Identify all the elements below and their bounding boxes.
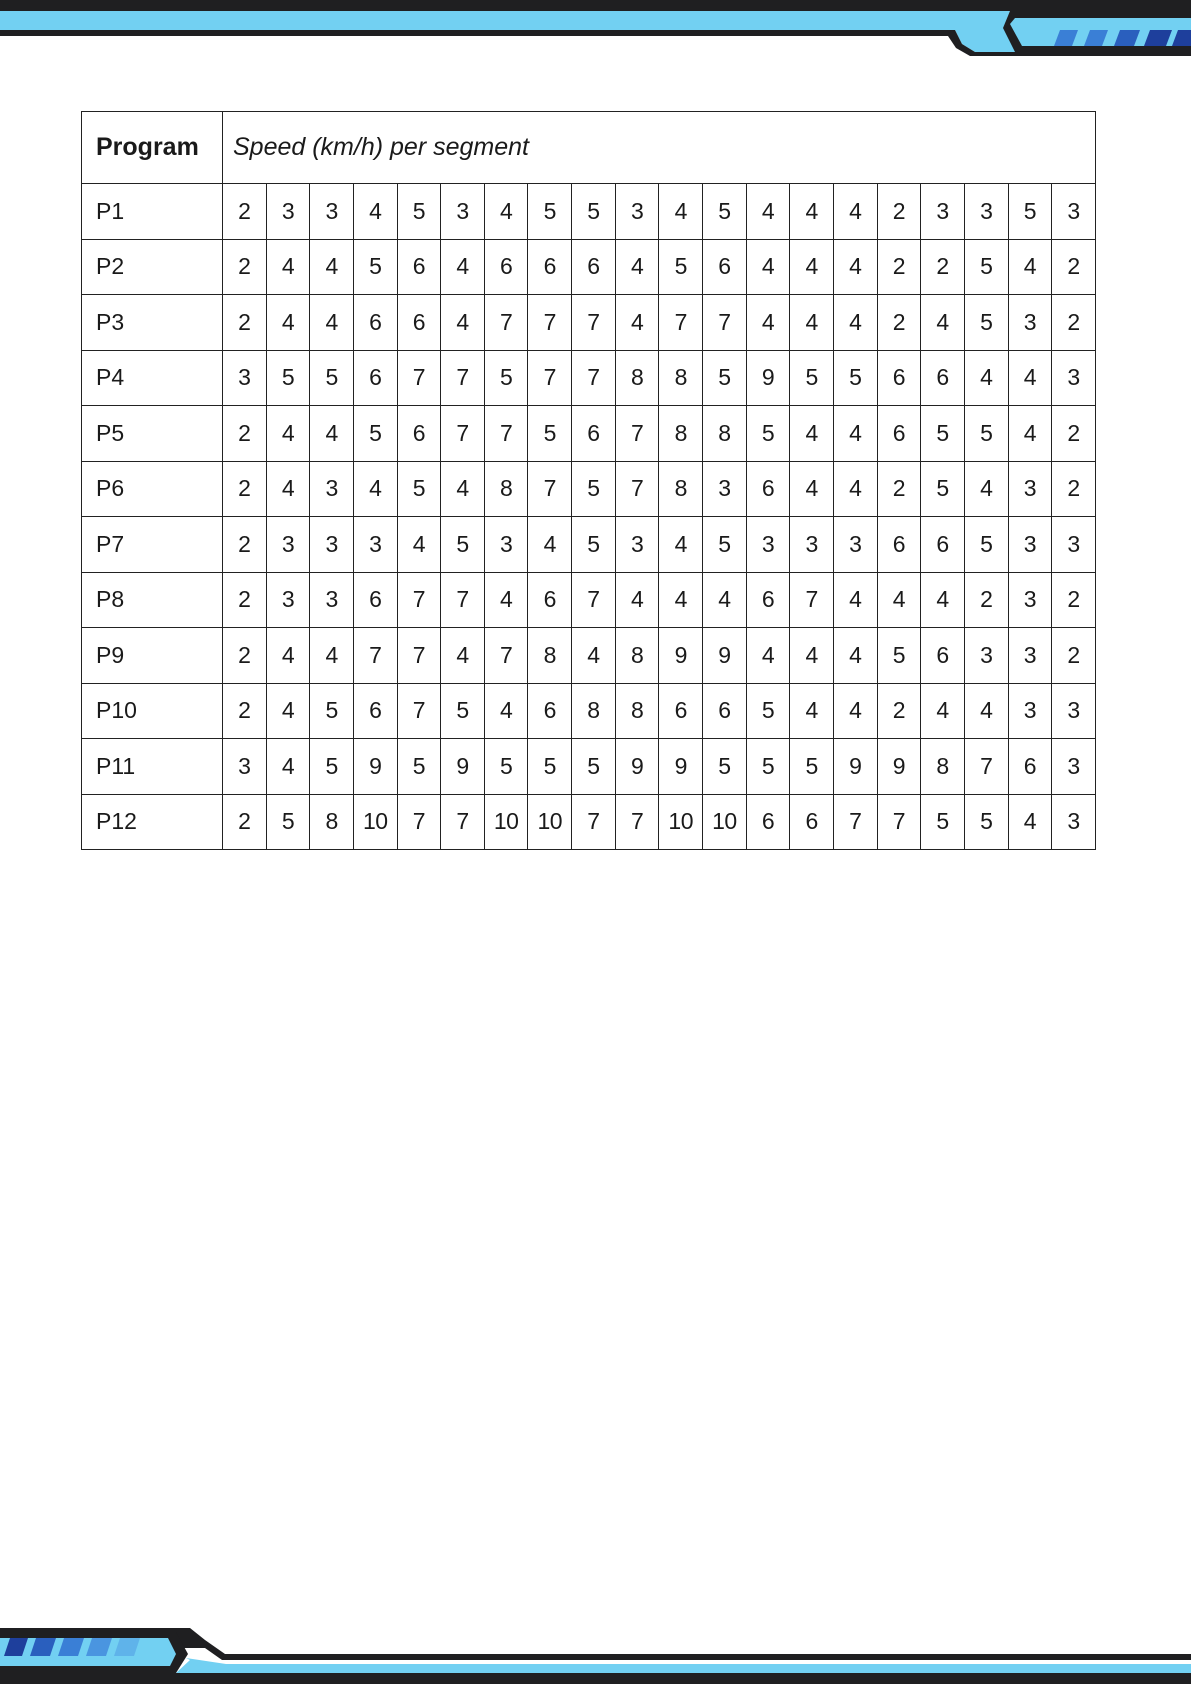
speed-cell: 4 [790, 461, 834, 517]
speed-cell: 4 [746, 239, 790, 295]
speed-cell: 4 [921, 683, 965, 739]
program-label: P6 [82, 461, 223, 517]
speed-cell: 7 [528, 461, 572, 517]
speed-cell: 7 [877, 794, 921, 850]
program-label: P10 [82, 683, 223, 739]
speed-cell: 5 [353, 239, 397, 295]
speed-cell: 4 [833, 239, 877, 295]
speed-cell: 5 [703, 350, 747, 406]
speed-cell: 3 [1052, 794, 1096, 850]
speed-cell: 4 [310, 628, 354, 684]
speed-cell: 5 [528, 406, 572, 462]
speed-column-header: Speed (km/h) per segment [223, 112, 1096, 184]
speed-cell: 8 [659, 350, 703, 406]
speed-cell: 5 [310, 350, 354, 406]
speed-cell: 9 [659, 628, 703, 684]
speed-cell: 4 [572, 628, 616, 684]
speed-cell: 7 [615, 794, 659, 850]
speed-cell: 5 [659, 239, 703, 295]
speed-cell: 6 [746, 794, 790, 850]
speed-cell: 6 [877, 406, 921, 462]
speed-cell: 4 [353, 461, 397, 517]
speed-cell: 4 [746, 628, 790, 684]
speed-cell: 4 [353, 184, 397, 240]
speed-cell: 6 [921, 350, 965, 406]
program-label: P12 [82, 794, 223, 850]
speed-cell: 4 [441, 461, 485, 517]
speed-cell: 5 [790, 739, 834, 795]
speed-cell: 6 [1008, 739, 1052, 795]
table-row [82, 739, 1096, 795]
speed-cell: 10 [659, 794, 703, 850]
speed-cell: 4 [484, 184, 528, 240]
speed-cell: 4 [484, 683, 528, 739]
bottom-decorative-band [0, 1624, 1191, 1684]
speed-cell: 7 [484, 628, 528, 684]
speed-cell: 7 [528, 295, 572, 351]
speed-cell: 7 [833, 794, 877, 850]
speed-cell: 5 [877, 628, 921, 684]
speed-cell: 4 [441, 628, 485, 684]
speed-cell: 2 [877, 295, 921, 351]
program-label: P4 [82, 350, 223, 406]
speed-cell: 3 [1052, 739, 1096, 795]
speed-cell: 2 [921, 239, 965, 295]
speed-cell: 2 [877, 184, 921, 240]
speed-cell: 8 [528, 628, 572, 684]
speed-cell: 5 [441, 683, 485, 739]
speed-cell: 10 [703, 794, 747, 850]
speed-cell: 5 [528, 184, 572, 240]
speed-cell: 6 [353, 350, 397, 406]
speed-cell: 5 [964, 239, 1008, 295]
table-row [82, 406, 1096, 462]
speed-cell: 7 [572, 572, 616, 628]
speed-cell: 5 [964, 406, 1008, 462]
speed-cell: 2 [1052, 628, 1096, 684]
speed-cell: 7 [441, 572, 485, 628]
speed-cell: 8 [310, 794, 354, 850]
speed-cell: 2 [223, 406, 267, 462]
speed-cell: 7 [572, 794, 616, 850]
speed-cell: 4 [790, 295, 834, 351]
speed-cell: 4 [266, 739, 310, 795]
speed-cell: 3 [310, 461, 354, 517]
speed-cell: 5 [746, 406, 790, 462]
speed-cell: 4 [266, 406, 310, 462]
table-row [82, 517, 1096, 573]
speed-cell: 6 [397, 239, 441, 295]
table-row [82, 572, 1096, 628]
speed-cell: 5 [484, 350, 528, 406]
speed-cell: 4 [746, 295, 790, 351]
speed-cell: 6 [746, 572, 790, 628]
speed-cell: 6 [659, 683, 703, 739]
speed-cell: 3 [310, 517, 354, 573]
speed-cell: 5 [572, 739, 616, 795]
speed-cell: 4 [964, 350, 1008, 406]
speed-cell: 5 [266, 350, 310, 406]
speed-cell: 8 [615, 350, 659, 406]
speed-cell: 4 [1008, 239, 1052, 295]
program-label: P7 [82, 517, 223, 573]
program-label: P11 [82, 739, 223, 795]
speed-cell: 4 [615, 239, 659, 295]
speed-cell: 5 [703, 739, 747, 795]
speed-cell: 4 [1008, 794, 1052, 850]
speed-cell: 5 [964, 794, 1008, 850]
speed-cell: 6 [397, 295, 441, 351]
speed-cell: 8 [484, 461, 528, 517]
speed-cell: 9 [441, 739, 485, 795]
speed-cell: 6 [572, 239, 616, 295]
speed-cell: 4 [877, 572, 921, 628]
speed-cell: 2 [223, 184, 267, 240]
speed-cell: 9 [703, 628, 747, 684]
speed-cell: 4 [921, 295, 965, 351]
speed-cell: 2 [223, 295, 267, 351]
speed-cell: 7 [572, 350, 616, 406]
speed-cell: 5 [964, 295, 1008, 351]
speed-cell: 4 [659, 572, 703, 628]
speed-cell: 5 [397, 739, 441, 795]
speed-cell: 5 [572, 184, 616, 240]
speed-cell: 2 [877, 239, 921, 295]
speed-cell: 6 [528, 572, 572, 628]
speed-cell: 6 [528, 683, 572, 739]
speed-cell: 7 [484, 406, 528, 462]
speed-cell: 6 [397, 406, 441, 462]
speed-cell: 4 [833, 683, 877, 739]
speed-cell: 4 [964, 683, 1008, 739]
speed-cell: 6 [528, 239, 572, 295]
speed-cell: 4 [790, 683, 834, 739]
speed-cell: 5 [703, 184, 747, 240]
speed-cell: 7 [484, 295, 528, 351]
speed-cell: 6 [703, 683, 747, 739]
program-column-header: Program [82, 112, 223, 184]
speed-cell: 8 [659, 406, 703, 462]
speed-cell: 2 [223, 461, 267, 517]
speed-cell: 4 [310, 239, 354, 295]
program-label: P5 [82, 406, 223, 462]
speed-cell: 4 [441, 239, 485, 295]
table-row [82, 683, 1096, 739]
speed-cell: 7 [441, 794, 485, 850]
speed-cell: 5 [921, 406, 965, 462]
speed-cell: 6 [790, 794, 834, 850]
speed-cell: 6 [484, 239, 528, 295]
program-label: P9 [82, 628, 223, 684]
speed-cell: 3 [353, 517, 397, 573]
speed-cell: 3 [223, 350, 267, 406]
speed-cell: 3 [266, 184, 310, 240]
speed-cell: 2 [223, 517, 267, 573]
speed-cell: 4 [310, 406, 354, 462]
speed-cell: 6 [572, 406, 616, 462]
speed-cell: 4 [833, 184, 877, 240]
speed-cell: 6 [353, 683, 397, 739]
speed-cell: 8 [615, 628, 659, 684]
speed-cell: 7 [397, 794, 441, 850]
speed-cell: 4 [746, 184, 790, 240]
speed-cell: 3 [746, 517, 790, 573]
speed-cell: 7 [353, 628, 397, 684]
speed-cell: 3 [1052, 683, 1096, 739]
speed-cell: 3 [1008, 572, 1052, 628]
speed-cell: 5 [310, 683, 354, 739]
table-header-row [82, 112, 1096, 184]
speed-cell: 4 [659, 517, 703, 573]
speed-cell: 3 [441, 184, 485, 240]
speed-cell: 7 [659, 295, 703, 351]
table-body [82, 184, 1096, 850]
speed-cell: 4 [441, 295, 485, 351]
speed-cell: 4 [790, 184, 834, 240]
speed-cell: 2 [223, 572, 267, 628]
speed-cell: 5 [833, 350, 877, 406]
speed-cell: 9 [877, 739, 921, 795]
program-label: P1 [82, 184, 223, 240]
table-row [82, 239, 1096, 295]
speed-cell: 3 [223, 739, 267, 795]
table-row [82, 295, 1096, 351]
speed-cell: 7 [615, 461, 659, 517]
speed-cell: 5 [397, 461, 441, 517]
speed-cell: 6 [746, 461, 790, 517]
speed-cell: 2 [1052, 295, 1096, 351]
speed-cell: 4 [615, 295, 659, 351]
speed-cell: 2 [223, 239, 267, 295]
speed-cell: 5 [310, 739, 354, 795]
speed-cell: 3 [1052, 184, 1096, 240]
speed-cell: 3 [964, 628, 1008, 684]
speed-cell: 3 [1052, 517, 1096, 573]
speed-cell: 5 [484, 739, 528, 795]
speed-cell: 2 [964, 572, 1008, 628]
program-label: P2 [82, 239, 223, 295]
speed-cell: 7 [615, 406, 659, 462]
speed-cell: 4 [528, 517, 572, 573]
speed-cell: 3 [1008, 517, 1052, 573]
speed-cell: 4 [266, 683, 310, 739]
speed-cell: 4 [833, 628, 877, 684]
speed-cell: 4 [397, 517, 441, 573]
speed-cell: 2 [877, 683, 921, 739]
speed-cell: 3 [790, 517, 834, 573]
speed-cell: 9 [833, 739, 877, 795]
speed-cell: 3 [310, 572, 354, 628]
speed-cell: 7 [528, 350, 572, 406]
speed-cell: 9 [615, 739, 659, 795]
top-decorative-band [0, 0, 1191, 60]
speed-cell: 3 [1008, 461, 1052, 517]
speed-cell: 5 [921, 794, 965, 850]
speed-cell: 7 [441, 350, 485, 406]
speed-cell: 4 [833, 461, 877, 517]
speed-cell: 2 [1052, 406, 1096, 462]
speed-cell: 2 [223, 794, 267, 850]
speed-cell: 5 [441, 517, 485, 573]
speed-cell: 7 [397, 628, 441, 684]
speed-cell: 5 [1008, 184, 1052, 240]
speed-cell: 3 [615, 184, 659, 240]
speed-cell: 4 [833, 295, 877, 351]
speed-cell: 3 [266, 572, 310, 628]
speed-table [81, 111, 1096, 850]
speed-cell: 8 [703, 406, 747, 462]
speed-cell: 2 [223, 628, 267, 684]
speed-cell: 4 [790, 406, 834, 462]
table-row [82, 184, 1096, 240]
speed-cell: 9 [353, 739, 397, 795]
speed-cell: 2 [1052, 572, 1096, 628]
speed-cell: 6 [877, 350, 921, 406]
speed-cell: 7 [572, 295, 616, 351]
speed-cell: 5 [964, 517, 1008, 573]
speed-cell: 7 [703, 295, 747, 351]
speed-cell: 8 [659, 461, 703, 517]
speed-cell: 10 [484, 794, 528, 850]
speed-cell: 4 [484, 572, 528, 628]
speed-cell: 10 [353, 794, 397, 850]
table-row [82, 350, 1096, 406]
speed-cell: 5 [528, 739, 572, 795]
table-row [82, 461, 1096, 517]
speed-cell: 3 [1052, 350, 1096, 406]
speed-cell: 3 [1008, 295, 1052, 351]
speed-cell: 2 [1052, 461, 1096, 517]
speed-cell: 7 [397, 350, 441, 406]
speed-cell: 3 [703, 461, 747, 517]
speed-cell: 4 [833, 572, 877, 628]
speed-cell: 5 [397, 184, 441, 240]
speed-cell: 4 [310, 295, 354, 351]
speed-cell: 4 [266, 461, 310, 517]
speed-cell: 7 [397, 683, 441, 739]
program-label: P3 [82, 295, 223, 351]
speed-cell: 4 [266, 239, 310, 295]
speed-cell: 6 [921, 628, 965, 684]
speed-cell: 2 [223, 683, 267, 739]
speed-cell: 3 [833, 517, 877, 573]
speed-cell: 7 [790, 572, 834, 628]
speed-cell: 8 [921, 739, 965, 795]
speed-cell: 3 [964, 184, 1008, 240]
table-row [82, 794, 1096, 850]
speed-cell: 9 [659, 739, 703, 795]
speed-cell: 4 [266, 628, 310, 684]
speed-cell: 7 [964, 739, 1008, 795]
speed-cell: 3 [1008, 628, 1052, 684]
speed-cell: 4 [1008, 350, 1052, 406]
speed-cell: 8 [615, 683, 659, 739]
speed-cell: 4 [964, 461, 1008, 517]
speed-cell: 4 [921, 572, 965, 628]
speed-cell: 4 [1008, 406, 1052, 462]
speed-cell: 7 [441, 406, 485, 462]
speed-cell: 2 [1052, 239, 1096, 295]
speed-cell: 10 [528, 794, 572, 850]
speed-cell: 2 [877, 461, 921, 517]
speed-cell: 4 [659, 184, 703, 240]
speed-cell: 3 [266, 517, 310, 573]
speed-cell: 3 [921, 184, 965, 240]
speed-cell: 5 [572, 461, 616, 517]
speed-cell: 5 [266, 794, 310, 850]
speed-cell: 5 [746, 683, 790, 739]
speed-cell: 4 [833, 406, 877, 462]
speed-cell: 7 [397, 572, 441, 628]
speed-cell: 4 [703, 572, 747, 628]
speed-cell: 5 [790, 350, 834, 406]
speed-cell: 8 [572, 683, 616, 739]
speed-cell: 3 [1008, 683, 1052, 739]
speed-cell: 6 [353, 572, 397, 628]
speed-cell: 4 [266, 295, 310, 351]
speed-cell: 6 [877, 517, 921, 573]
speed-cell: 4 [790, 628, 834, 684]
speed-cell: 4 [790, 239, 834, 295]
speed-cell: 9 [746, 350, 790, 406]
speed-cell: 5 [353, 406, 397, 462]
speed-cell: 3 [310, 184, 354, 240]
speed-cell: 5 [746, 739, 790, 795]
speed-cell: 5 [572, 517, 616, 573]
speed-cell: 5 [921, 461, 965, 517]
speed-cell: 5 [703, 517, 747, 573]
speed-cell: 4 [615, 572, 659, 628]
speed-cell: 6 [353, 295, 397, 351]
table-row [82, 628, 1096, 684]
speed-cell: 3 [615, 517, 659, 573]
program-label: P8 [82, 572, 223, 628]
speed-cell: 6 [703, 239, 747, 295]
speed-cell: 3 [484, 517, 528, 573]
speed-cell: 6 [921, 517, 965, 573]
